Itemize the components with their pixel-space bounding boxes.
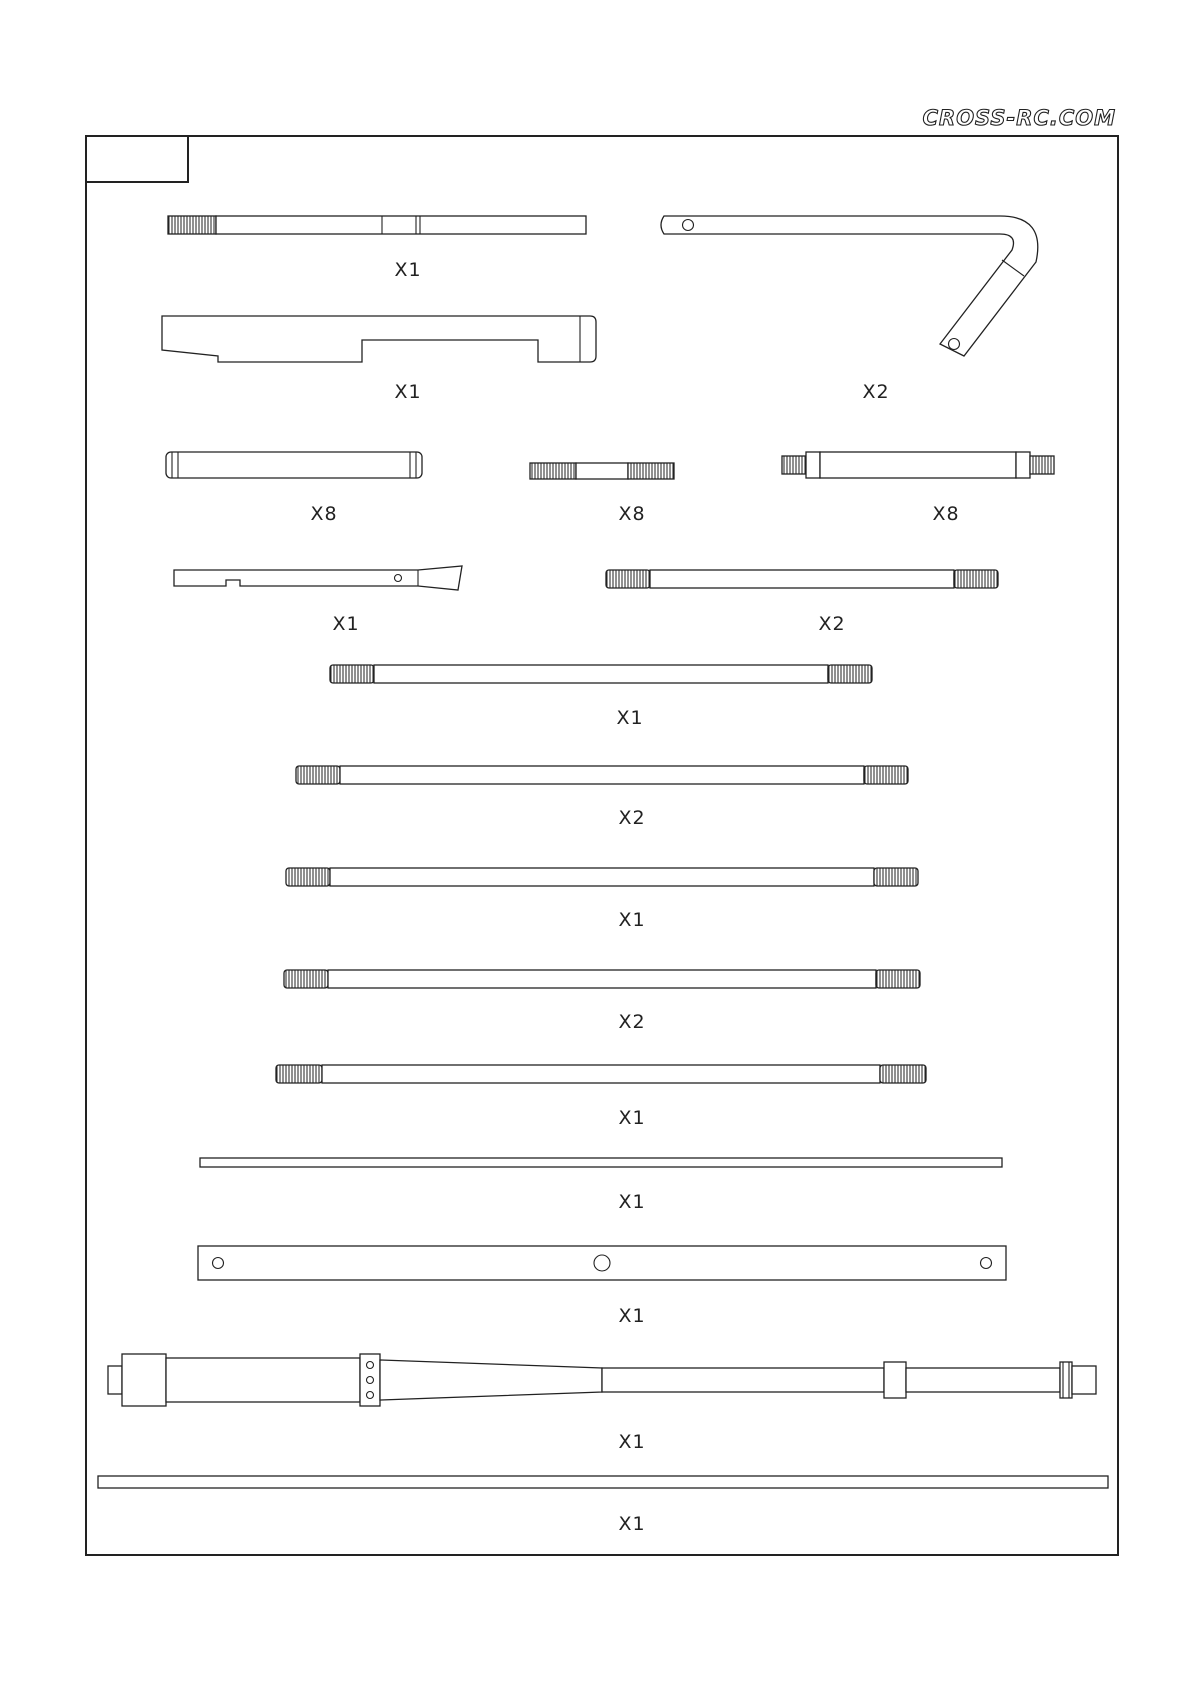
qty-label: X8 [932, 503, 960, 525]
qty-label: X1 [616, 707, 644, 729]
part-6 [782, 452, 1054, 525]
qty-label: X1 [618, 1191, 646, 1213]
brand-logo: CROSS-RC.COM [922, 106, 1116, 130]
part-13 [276, 1065, 926, 1129]
part-12 [284, 970, 920, 1033]
qty-label: X2 [862, 381, 890, 403]
step-number-box [86, 136, 188, 182]
qty-label: X2 [618, 807, 646, 829]
qty-label: X2 [618, 1011, 646, 1033]
part-4 [166, 452, 422, 525]
qty-label: X8 [310, 503, 338, 525]
part-5 [530, 463, 674, 525]
qty-label: X1 [618, 1431, 646, 1453]
qty-label: X2 [818, 613, 846, 635]
part-14 [200, 1158, 1002, 1213]
qty-label: X1 [618, 909, 646, 931]
part-2 [661, 216, 1038, 403]
qty-label: X1 [618, 1513, 646, 1535]
qty-label: X1 [618, 1107, 646, 1129]
qty-label: X1 [394, 381, 422, 403]
part-8 [606, 570, 998, 635]
part-17 [98, 1476, 1108, 1535]
part-10 [296, 766, 908, 829]
part-16 [108, 1354, 1096, 1453]
part-9 [330, 665, 872, 729]
part-3 [162, 316, 596, 403]
qty-label: X1 [394, 259, 422, 281]
qty-label: X1 [332, 613, 360, 635]
part-1 [168, 216, 586, 281]
part-11 [286, 868, 918, 931]
part-7 [174, 566, 462, 635]
qty-label: X1 [618, 1305, 646, 1327]
qty-label: X8 [618, 503, 646, 525]
part-15 [198, 1246, 1006, 1327]
